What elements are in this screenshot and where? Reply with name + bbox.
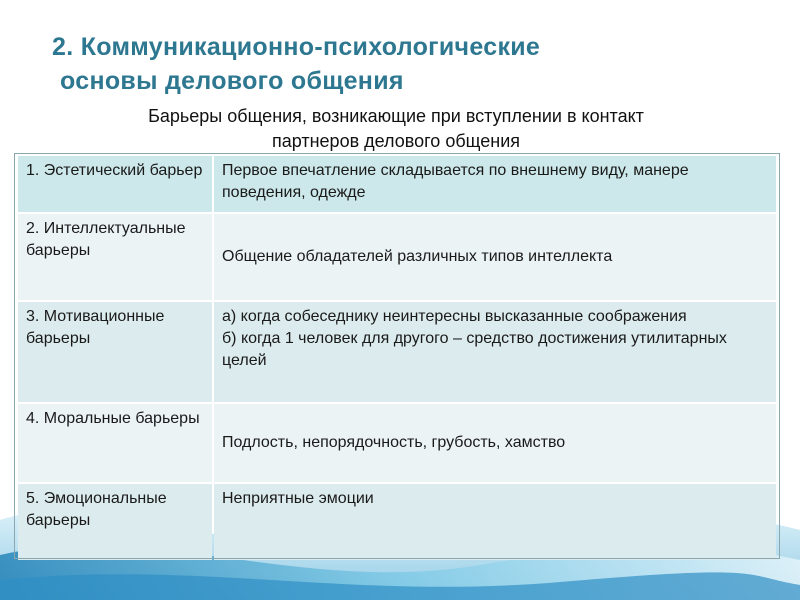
barrier-description-cell: Неприятные эмоции <box>214 484 776 560</box>
table-row <box>18 302 776 402</box>
barrier-description-cell: Подлость, непорядочность, грубость, хамство <box>214 404 776 482</box>
barrier-name-cell: 1. Эстетический барьер <box>18 156 212 212</box>
barrier-name-cell: 4. Моральные барьеры <box>18 404 212 482</box>
barriers-table <box>16 154 778 562</box>
barrier-name-cell: 5. Эмоциональные барьеры <box>18 484 212 560</box>
title-line-1: 2. Коммуникационно-психологические <box>52 33 541 61</box>
description-item-b: б) когда 1 человек для другого – средство достижения утилитарных целей <box>222 330 727 369</box>
table-row <box>18 484 776 560</box>
title-line-2: основы делового общения <box>60 67 404 95</box>
caption-line-1: Барьеры общения, возникающие при вступлении в контакт <box>148 106 644 126</box>
description-item-a: а) когда собеседнику неинтересны высказанные соображения <box>222 308 687 325</box>
table-row <box>18 156 776 212</box>
slide-title <box>52 30 772 98</box>
table-row <box>18 214 776 300</box>
barrier-name-cell: 2. Интеллектуальные барьеры <box>18 214 212 300</box>
barrier-description-cell: Общение обладателей различных типов интеллекта <box>214 214 776 300</box>
caption-line-2: партнеров делового общения <box>271 131 521 151</box>
table-caption <box>40 104 752 154</box>
barrier-name-cell: 3. Мотивационные барьеры <box>18 302 212 402</box>
barrier-description-cell: Первое впечатление складывается по внешнему виду, манере поведения, одежде <box>214 156 776 212</box>
barrier-description-cell <box>214 302 776 402</box>
table-row <box>18 404 776 482</box>
